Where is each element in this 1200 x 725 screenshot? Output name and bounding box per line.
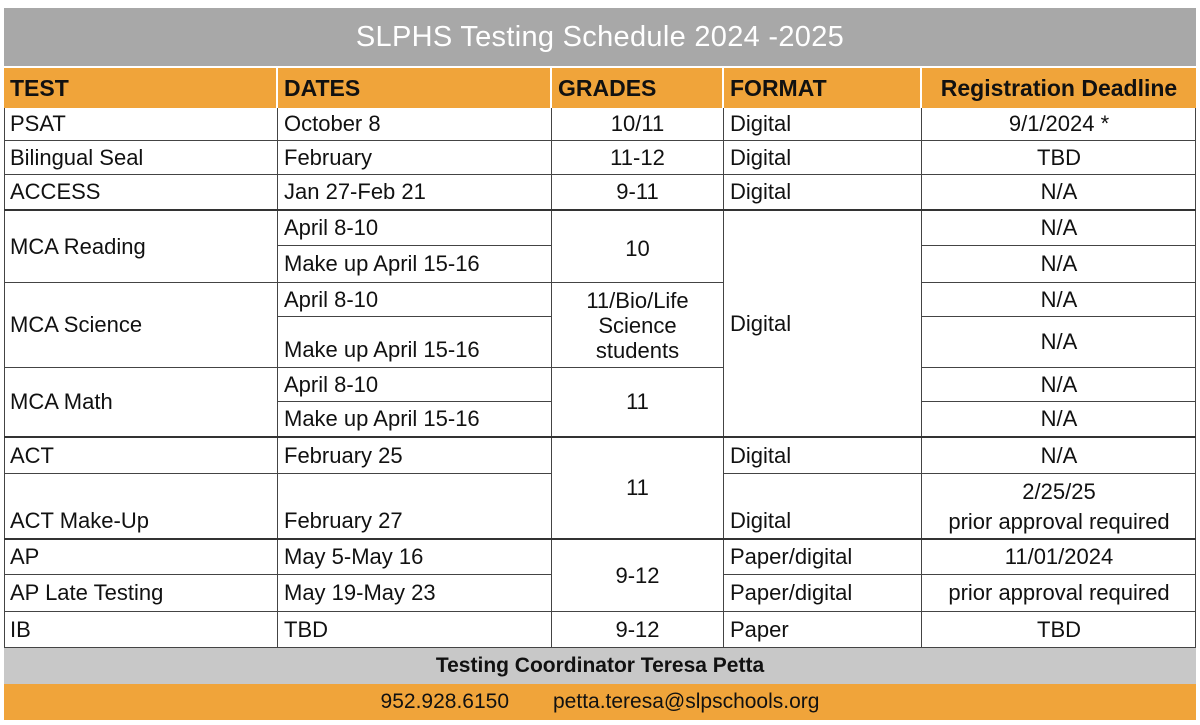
cell-grades: 11 [626, 389, 649, 414]
contact-bar [4, 684, 1196, 720]
cell-dates: Jan 27-Feb 21 [284, 179, 426, 204]
cell-grades-act: 11 [626, 475, 649, 500]
header-grades: GRADES [552, 68, 722, 108]
cell-format: Digital [730, 508, 792, 533]
cell-deadline-makeup: N/A [1040, 406, 1078, 431]
header-dates: DATES [278, 68, 550, 108]
cell-test: IB [10, 616, 31, 642]
cell-test: PSAT [10, 111, 66, 136]
cell-test: Bilingual Seal [10, 144, 144, 170]
cell-deadline: N/A [1040, 442, 1078, 468]
coordinator-phone[interactable]: 952.928.6150 [380, 690, 509, 713]
cell-test: MCA Science [10, 312, 143, 337]
coordinator-email[interactable]: petta.teresa@slpschools.org [553, 690, 820, 713]
header-test: TEST [4, 68, 276, 108]
cell-dates: October 8 [284, 111, 381, 136]
testing-schedule-table [4, 8, 1196, 720]
cell-dates: TBD [284, 616, 328, 642]
cell-deadline: 2/25/25 [1022, 479, 1096, 504]
cell-format: Paper [730, 616, 789, 642]
cell-dates-makeup: Make up April 15-16 [284, 251, 480, 276]
cell-test: AP [10, 544, 40, 569]
cell-deadline: N/A [1040, 215, 1078, 240]
cell-deadline: N/A [1040, 371, 1078, 397]
cell-format: Paper/digital [730, 544, 853, 569]
cell-deadline: 11/01/2024 [1004, 544, 1114, 569]
cell-grades: 11-12 [610, 144, 665, 170]
cell-dates: April 8-10 [284, 286, 379, 312]
schedule-title: SLPHS Testing Schedule 2024 -2025 [4, 8, 1196, 66]
cell-format: Paper/digital [730, 580, 853, 605]
cell-grades: 9-12 [615, 616, 660, 642]
cell-dates: February 27 [284, 508, 403, 533]
cell-format: Digital [730, 442, 792, 468]
cell-format: Digital [730, 179, 792, 204]
cell-dates: February [284, 144, 373, 170]
cell-grades: 11/Bio/Life Science students [586, 287, 689, 363]
cell-deadline: prior approval required [948, 580, 1170, 605]
cell-format: Digital [730, 144, 792, 170]
cell-dates: February 25 [284, 442, 403, 468]
cell-deadline-makeup: N/A [1040, 251, 1078, 276]
cell-dates-makeup: Make up April 15-16 [284, 337, 480, 362]
cell-format: Digital [730, 111, 792, 136]
cell-grades: 10 [625, 236, 650, 261]
cell-test: ACT [10, 442, 54, 468]
cell-dates: May 19-May 23 [284, 580, 436, 605]
cell-test: ACT Make-Up [10, 508, 149, 533]
cell-deadline: TBD [1037, 144, 1081, 170]
cell-test: MCA Math [10, 389, 113, 414]
cell-deadline: N/A [1040, 179, 1078, 204]
cell-test: MCA Reading [10, 233, 146, 259]
cell-deadline: TBD [1037, 616, 1081, 642]
cell-dates: May 5-May 16 [284, 544, 424, 569]
cell-dates: April 8-10 [284, 371, 379, 397]
cell-dates: April 8-10 [284, 215, 379, 240]
coordinator-name: Testing Coordinator Teresa Petta [4, 648, 1196, 684]
header-registration-deadline: Registration Deadline [922, 68, 1196, 108]
cell-dates-makeup: Make up April 15-16 [284, 406, 480, 431]
cell-deadline-note: prior approval required [948, 509, 1170, 534]
cell-grades: 10/11 [610, 111, 665, 136]
cell-grades: 9-11 [616, 179, 659, 204]
cell-test: ACCESS [10, 179, 101, 204]
cell-test: AP Late Testing [10, 580, 164, 605]
cell-deadline: 9/1/2024 * [1008, 111, 1110, 136]
cell-deadline: N/A [1040, 286, 1078, 312]
cell-grades-ap: 9-12 [615, 562, 660, 588]
header-format: FORMAT [724, 68, 920, 108]
cell-format-mca: Digital [730, 310, 792, 336]
cell-deadline-makeup: N/A [1040, 329, 1078, 354]
